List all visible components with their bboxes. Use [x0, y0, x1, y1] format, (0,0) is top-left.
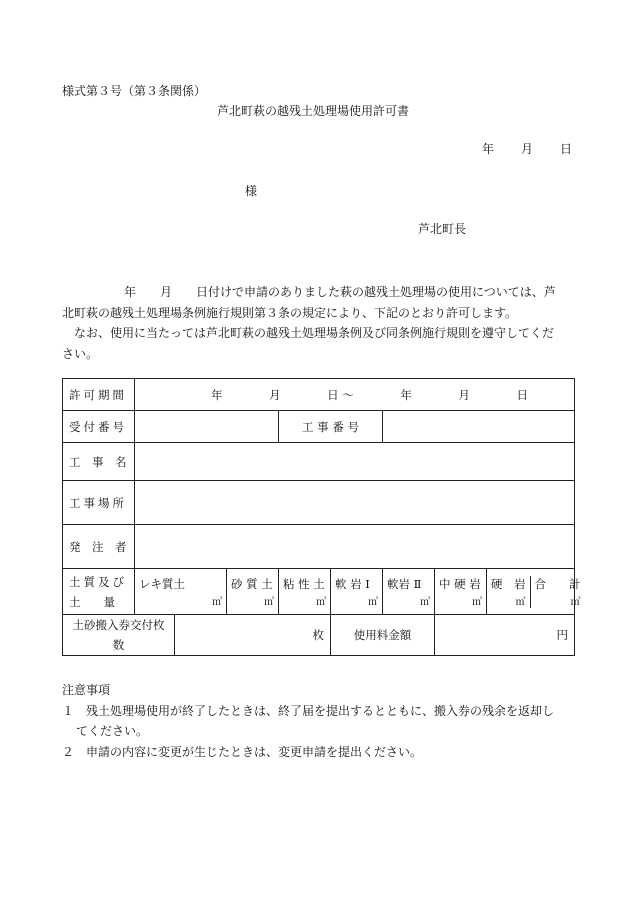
soil-type-cell	[435, 569, 487, 615]
period-year-end: 年	[400, 387, 412, 402]
period-month-start: 月	[269, 387, 281, 402]
body-line: 年 月 日付けで申請のありました萩の越残土処理場の使用については、芦	[124, 285, 556, 299]
permit-period-label: 許可期間	[63, 379, 135, 411]
unit-m3: ㎥	[212, 596, 222, 608]
receipt-number-value	[135, 411, 279, 443]
note-item: ２ 申請の内容に変更が生じたときは、変更申請を提出ください。	[62, 744, 423, 759]
period-month-end: 月	[458, 387, 470, 402]
ticket-count-value	[175, 615, 331, 656]
soil-type-cell	[135, 569, 227, 615]
ticket-label-line: 数	[112, 638, 125, 652]
body-line: 北町萩の越残土処理場条例施行規則第３条の規定により、下記のとおり許可します。	[62, 305, 518, 320]
period-day-end: 日	[516, 387, 528, 402]
unit-m3: ㎥	[472, 596, 482, 608]
soil-type-cell	[279, 569, 331, 615]
soil-type-name: 合 計	[534, 576, 581, 591]
unit-m3: ㎥	[368, 596, 378, 608]
note-item: １ 残土処理場使用が終了したときは、終了届を提出するとともに、搬入券の残余を返却し	[62, 703, 555, 718]
date-day: 日	[559, 142, 572, 156]
soil-type-name: 砂 質 土	[231, 576, 273, 591]
receipt-number-label: 受付番号	[63, 411, 135, 443]
unit-m3: ㎥	[316, 596, 326, 608]
orderer-label: 発 注 者	[63, 525, 135, 569]
work-number-value	[383, 411, 575, 443]
ticket-count-label	[63, 615, 175, 656]
date-month: 月	[520, 142, 533, 156]
work-number-label: 工 事 番 号	[279, 411, 383, 443]
work-site-value	[135, 481, 575, 525]
note-item-continued: てください。	[76, 724, 149, 738]
date-year: 年	[482, 142, 495, 156]
soil-label-line: 土質及び	[69, 574, 127, 589]
soil-type-name: レキ質土	[139, 576, 185, 591]
issuer: 芦北町長	[418, 222, 467, 236]
work-name-value	[135, 443, 575, 481]
permit-table	[62, 378, 581, 656]
document-title: 芦北町萩の越残土処理場使用許可書	[217, 104, 410, 118]
soil-type-cell	[331, 569, 383, 615]
soil-type-name: 粘 性 土	[283, 576, 325, 591]
period-year-start: 年	[211, 387, 223, 402]
unit-m3: ㎥	[264, 596, 274, 608]
soil-type-name: 硬 岩	[491, 576, 526, 591]
issue-date	[482, 142, 572, 156]
notes-section	[62, 680, 574, 762]
work-name-label: 工 事 名	[63, 443, 135, 481]
form-number: 様式第３号（第３条関係）	[62, 84, 207, 98]
work-site-label: 工事場所	[63, 481, 135, 525]
addressee: 様	[245, 184, 258, 198]
soil-type-cell	[383, 569, 435, 615]
soil-label	[63, 569, 135, 615]
soil-type-cell	[227, 569, 279, 615]
yen-unit: 円	[556, 628, 569, 642]
fee-value	[435, 615, 575, 656]
period-day-start: 日 〜	[327, 387, 354, 402]
body-text	[62, 282, 572, 364]
soil-type-name: 軟 岩 Ⅰ	[335, 576, 370, 591]
orderer-value	[135, 525, 575, 569]
fee-label: 使用料金額	[331, 615, 435, 656]
body-line: さい。	[62, 346, 99, 361]
unit-m3: ㎥	[570, 596, 581, 608]
soil-label-line: 土 量	[69, 594, 115, 609]
soil-type-name: 中 硬 岩	[439, 576, 481, 591]
soil-type-cell	[487, 569, 581, 615]
sheets-unit: 枚	[312, 628, 324, 642]
body-line: なお、使用に当たっては芦北町萩の越残土処理場条例及び同条例施行規則を遵守してくだ	[62, 326, 555, 340]
permit-period-value	[135, 379, 575, 411]
soil-type-name: 軟岩 Ⅱ	[387, 576, 422, 591]
unit-m3: ㎥	[420, 596, 430, 608]
unit-m3: ㎥	[515, 596, 526, 608]
ticket-label-line: 土砂搬入券交付枚	[72, 618, 165, 632]
notes-heading: 注意事項	[62, 683, 111, 697]
